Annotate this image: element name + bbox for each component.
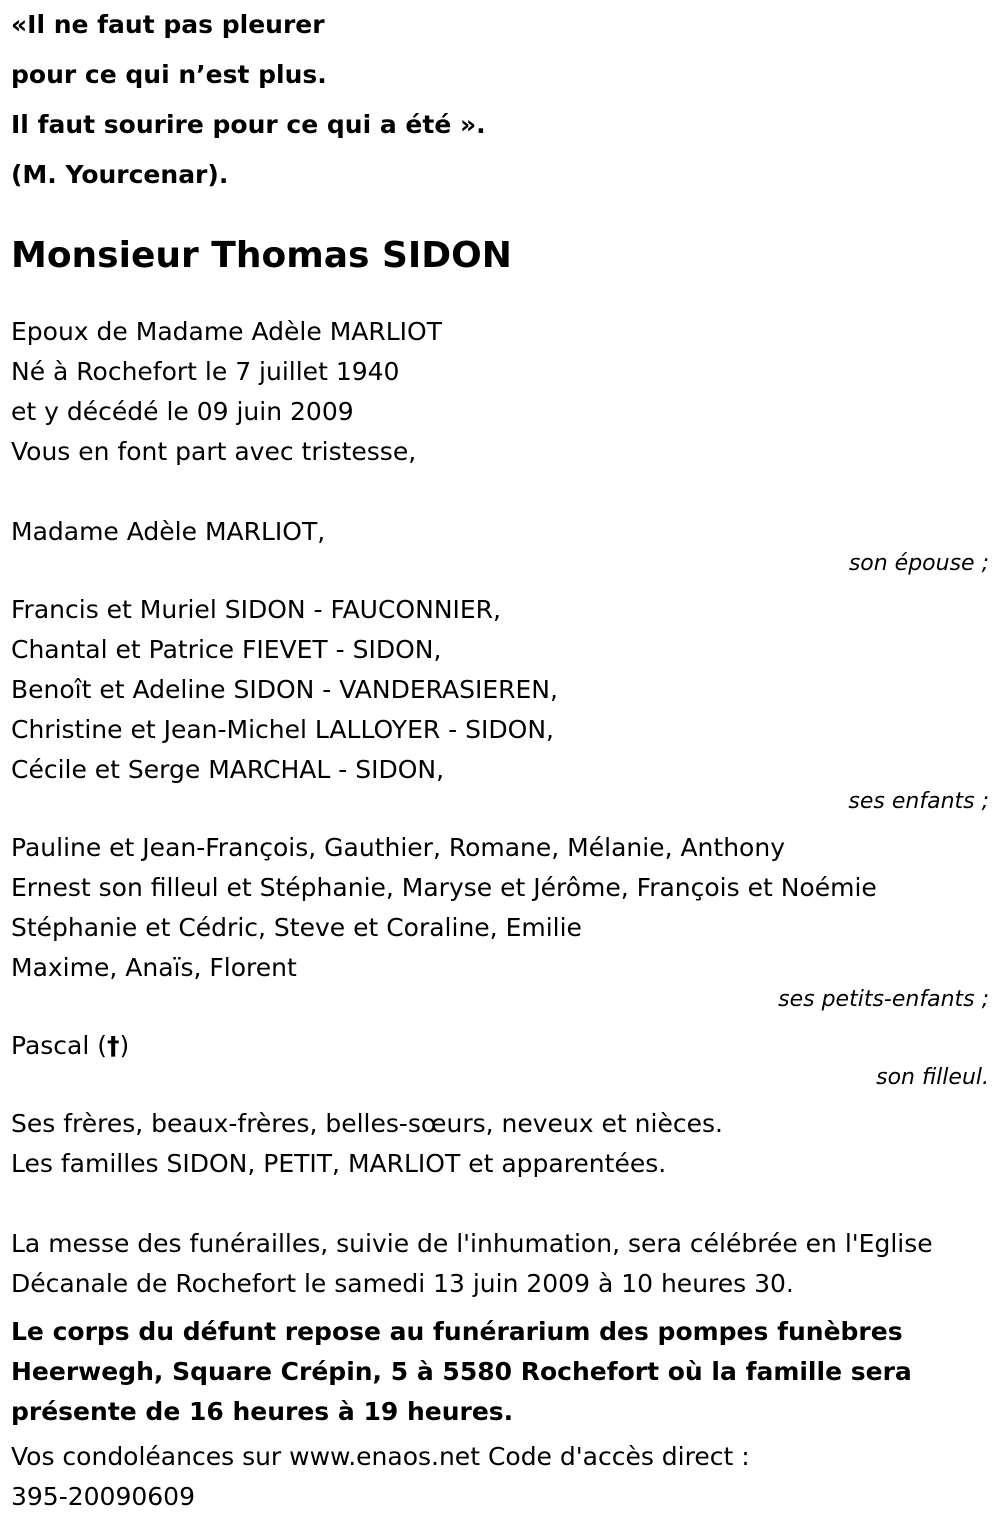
- family-others-group: [11, 1104, 991, 1184]
- group-gap: [11, 1012, 991, 1026]
- family-name-line: Maxime, Anaïs, Florent: [11, 953, 297, 982]
- intro-line: Vous en font part avec tristesse,: [11, 437, 417, 466]
- group-gap: [11, 1090, 991, 1104]
- family-grandchildren-group: [11, 828, 991, 1012]
- family-children-group: [11, 590, 991, 814]
- funeral-line: La messe des funérailles, suivie de l'inhumation, sera célébrée en l'Eglise: [11, 1229, 933, 1258]
- funerarium-line: Heerwegh, Square Crépin, 5 à 5580 Rochefort où la famille sera: [11, 1357, 912, 1386]
- deceased-name: Monsieur Thomas SIDON: [11, 235, 512, 276]
- family-name-line: Ernest son filleul et Stéphanie, Maryse et Jérôme, François et Noémie: [11, 873, 877, 902]
- cross-icon: †: [107, 1031, 120, 1060]
- group-gap: [11, 576, 991, 590]
- godson-name-end: ): [119, 1031, 130, 1060]
- funeral-line: Décanale de Rochefort le samedi 13 juin 2009 à 10 heures 30.: [11, 1269, 794, 1298]
- family-role-label: son épouse ;: [848, 551, 989, 576]
- family-name-line: Madame Adèle MARLIOT,: [11, 517, 326, 546]
- intro-line: Né à Rochefort le 7 juillet 1940: [11, 357, 400, 386]
- funeral-info: [11, 1224, 991, 1304]
- family-name-line: Pauline et Jean-François, Gauthier, Romane, Mélanie, Anthony: [11, 833, 785, 862]
- family-name-line: Christine et Jean-Michel LALLOYER - SIDON,: [11, 715, 554, 744]
- condolences-line: Vos condoléances sur www.enaos.net Code d'accès direct :: [11, 1442, 750, 1471]
- family-spouse-group: [11, 512, 991, 576]
- family-name-line: Stéphanie et Cédric, Steve et Coraline, Emilie: [11, 913, 582, 942]
- family-name-line: Les familles SIDON, PETIT, MARLIOT et apparentées.: [11, 1149, 667, 1178]
- family-name-line: Ses frères, beaux-frères, belles-sœurs, neveux et nièces.: [11, 1109, 723, 1138]
- intro-line: Epoux de Madame Adèle MARLIOT: [11, 317, 442, 346]
- family-role-label: ses petits-enfants ;: [778, 987, 989, 1012]
- funerarium-line: Le corps du défunt repose au funérarium des pompes funèbres: [11, 1317, 903, 1346]
- family-name-line: Benoît et Adeline SIDON - VANDERASIEREN,: [11, 675, 558, 704]
- quote-line: «Il ne faut pas pleurer: [11, 10, 325, 39]
- access-code: 395-20090609: [11, 1482, 195, 1511]
- intro-line: et y décédé le 09 juin 2009: [11, 397, 354, 426]
- family-role-label: son filleul.: [876, 1065, 989, 1090]
- family-name-line: [11, 1026, 991, 1066]
- funerarium-info: [11, 1312, 991, 1432]
- godson-name: Pascal (: [11, 1031, 108, 1060]
- group-gap: [11, 814, 991, 828]
- family-godson-group: [11, 1026, 991, 1090]
- family-name-line: Chantal et Patrice FIEVET - SIDON,: [11, 635, 442, 664]
- quote-attribution: (M. Yourcenar).: [11, 160, 229, 189]
- death-notice: [11, 0, 991, 1517]
- condolences-info: [11, 1437, 991, 1517]
- intro-block: [11, 312, 991, 472]
- family-name-line: Cécile et Serge MARCHAL - SIDON,: [11, 755, 445, 784]
- funerarium-line: présente de 16 heures à 19 heures.: [11, 1397, 514, 1426]
- quote-line: pour ce qui n’est plus.: [11, 60, 327, 89]
- family-name-line: Francis et Muriel SIDON - FAUCONNIER,: [11, 595, 502, 624]
- blank-line: [11, 472, 991, 512]
- quote-line: Il faut sourire pour ce qui a été ».: [11, 110, 486, 139]
- family-role-label: ses enfants ;: [848, 789, 989, 814]
- epigraph-quote: [11, 0, 991, 200]
